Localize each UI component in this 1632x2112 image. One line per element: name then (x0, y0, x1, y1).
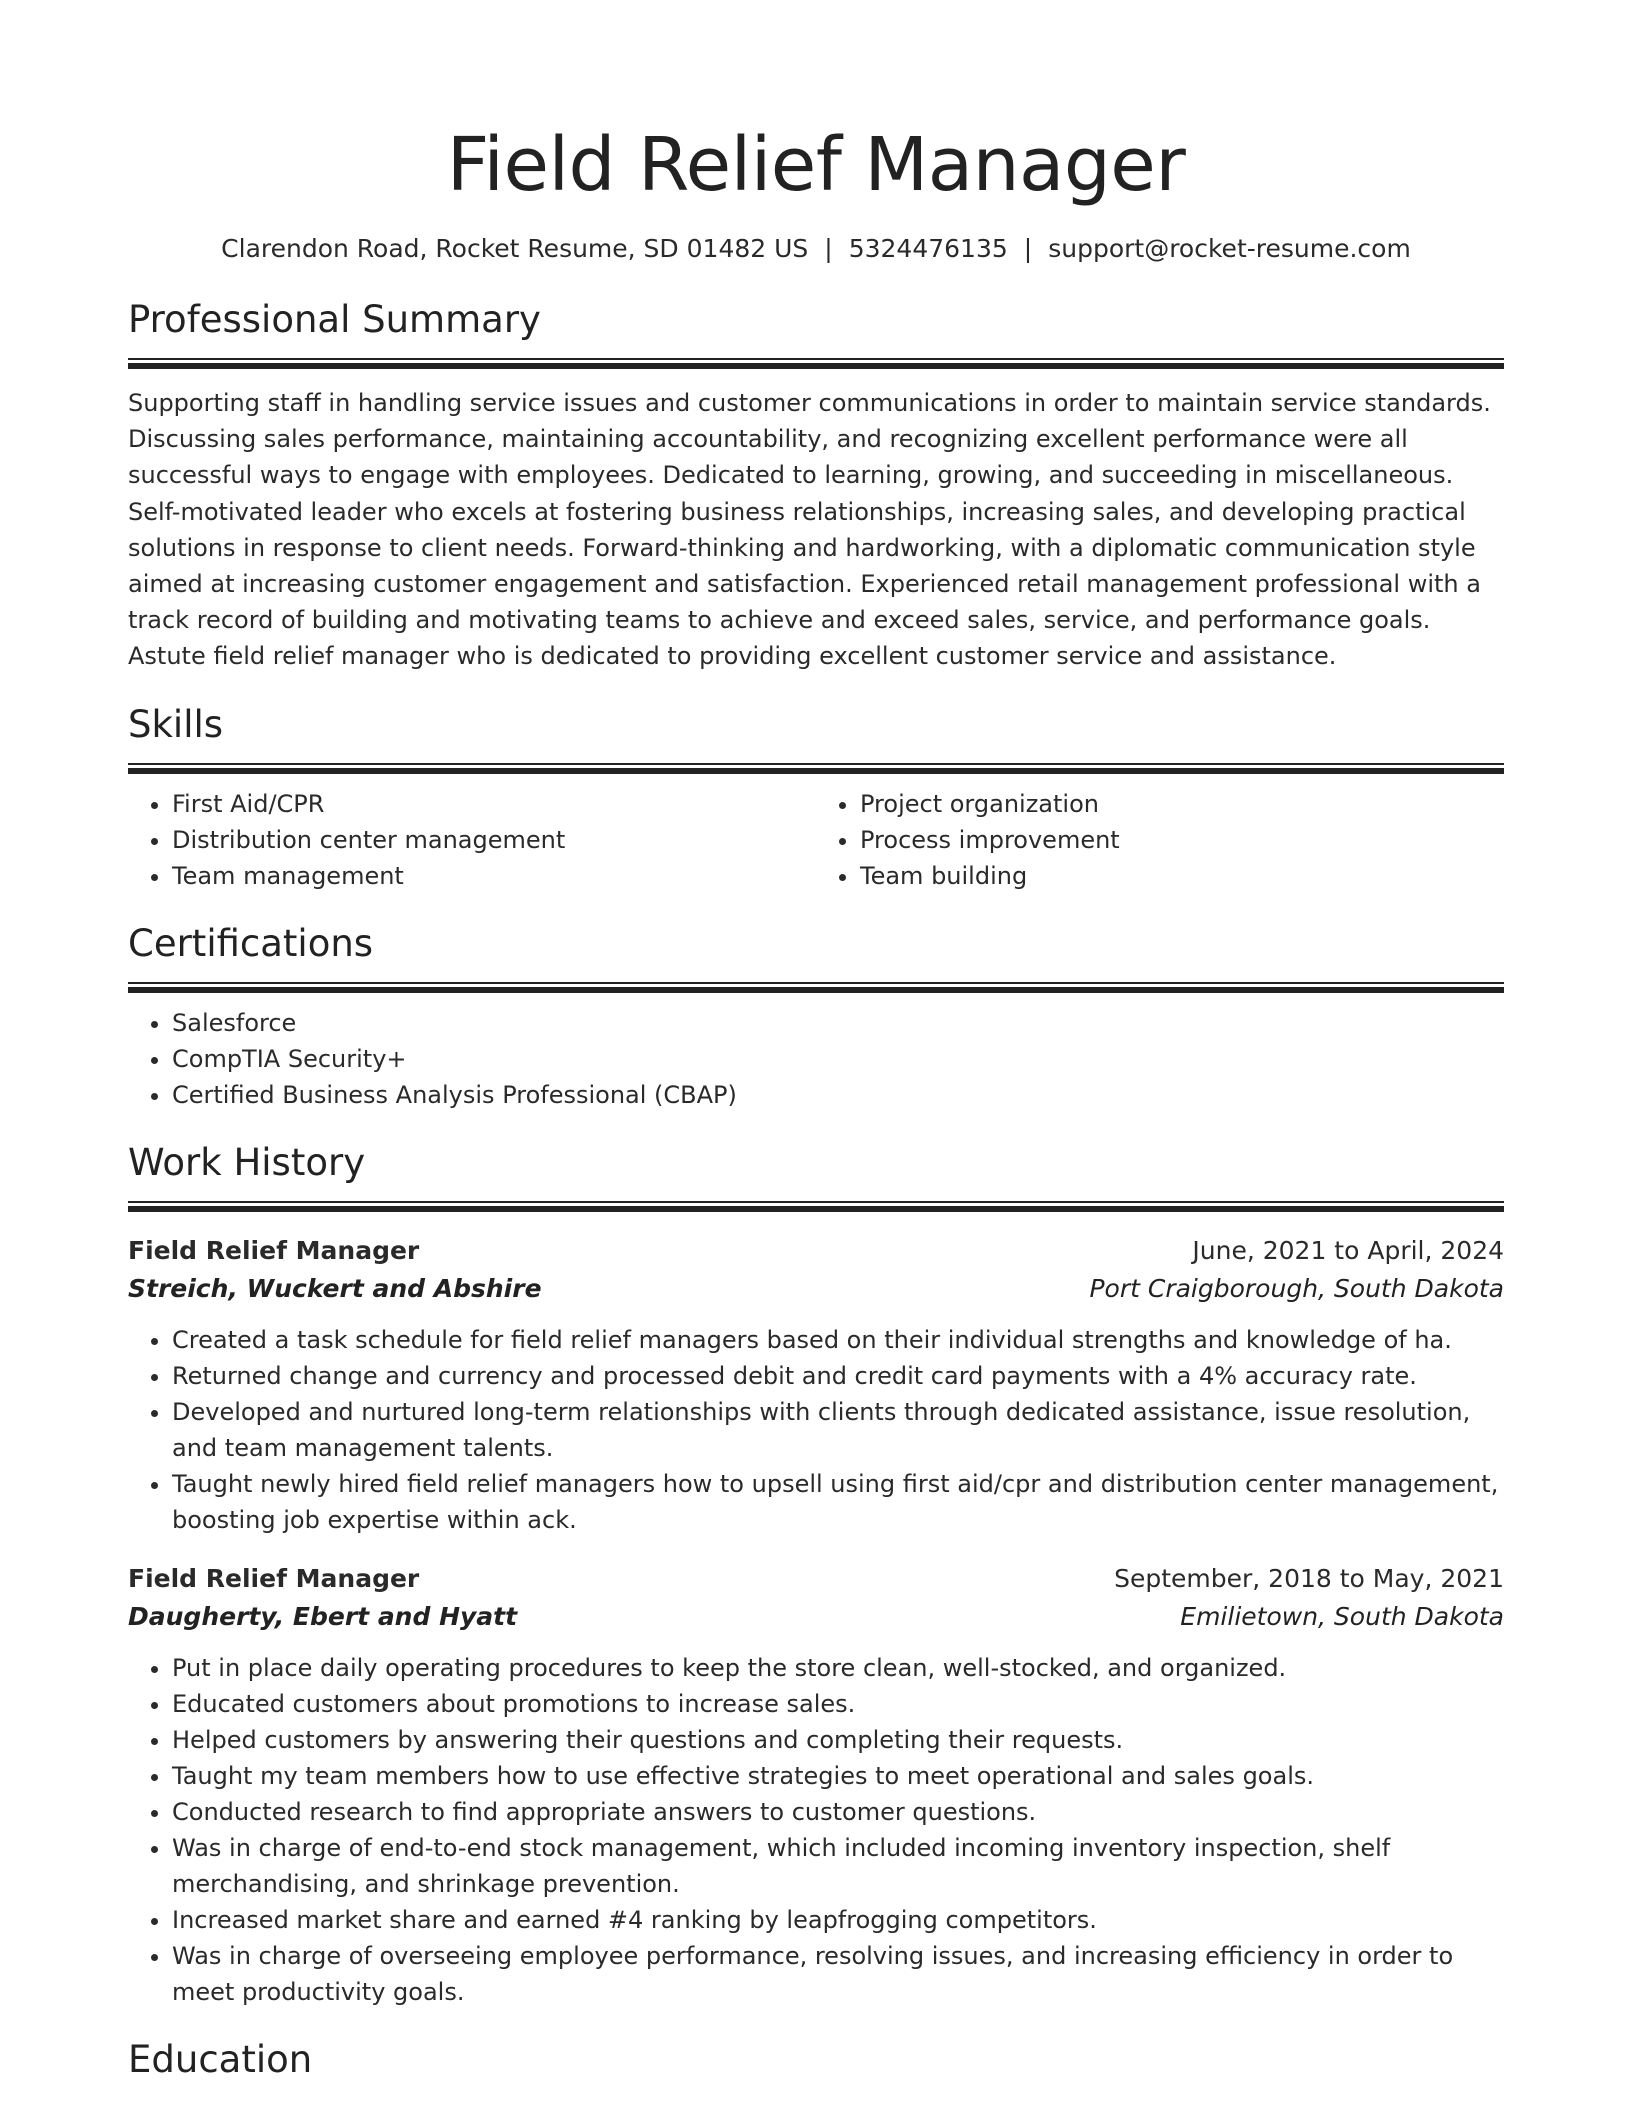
job-duty: • Taught my team members how to use effective strategies to meet operational and sales goals. (172, 1758, 1504, 1794)
skill-item: • Team management (172, 858, 816, 894)
job-employer-row (128, 1598, 1504, 1636)
job-dates: September, 2018 to May, 2021 (1114, 1563, 1504, 1593)
resume-name: Field Relief Manager (446, 122, 1186, 208)
summary-section (128, 296, 1504, 675)
job-duty: • Was in charge of overseeing employee performance, resolving issues, and increasing efficiency in order to meet productivity goals. (172, 1938, 1504, 2010)
section-heading-skills: Skills (128, 702, 224, 746)
job-title: Field Relief Manager (128, 1235, 420, 1265)
education-section (128, 2036, 1504, 2084)
section-divider (128, 1201, 1504, 1212)
section-divider (128, 358, 1504, 369)
certification-item: • Salesforce (172, 1005, 1504, 1041)
section-heading-summary: Professional Summary (128, 298, 541, 341)
job-company: Streich, Wuckert and Abshire (128, 1273, 542, 1303)
contact-email: support@rocket-resume.com (1048, 234, 1411, 263)
section-heading-work-history: Work History (128, 1140, 366, 1184)
summary-text: Supporting staff in handling service issues and customer communications in order to maintain service standards. Discussing sales performance, maintaining accountability, and recognizing excellent performance were all successful ways to engage with employees. Dedicated to learning, growing, and succeeding in miscellaneous. Self-motivated leader who excels at fostering business relationships, increasing sales, and developing practical solutions in response to client needs. Forward-thinking and hardworking, with a diplomatic communication style aimed at increasing customer engagement and satisfaction. Experienced retail management professional with a track record of building and motivating teams to achieve and exceed sales, service, and performance goals. Astute field relief manager who is dedicated to providing excellent customer service and assistance. (128, 389, 1491, 671)
job-duty: • Taught newly hired field relief managers how to upsell using first aid/cpr and distribution center management, boosting job expertise within ack. (172, 1466, 1504, 1538)
job-dates: June, 2021 to April, 2024 (1192, 1235, 1504, 1265)
job-duty: • Returned change and currency and processed debit and credit card payments with a 4% accuracy rate. (172, 1358, 1504, 1394)
skill-item: • First Aid/CPR (172, 786, 816, 822)
section-divider (128, 982, 1504, 993)
contact-separator: | (1023, 234, 1033, 263)
contact-phone: 5324476135 (848, 234, 1008, 263)
job-entry (128, 1560, 1504, 2010)
job-header-row (128, 1560, 1504, 1598)
certifications-list (128, 1005, 1504, 1113)
job-duty: • Educated customers about promotions to increase sales. (172, 1686, 1504, 1722)
skill-item: • Process improvement (860, 822, 1504, 858)
job-duty: • Created a task schedule for field relief managers based on their individual strengths and knowledge of ha. (172, 1322, 1504, 1358)
job-header-row (128, 1232, 1504, 1270)
skills-section (128, 701, 1504, 894)
job-duty: • Helped customers by answering their questions and completing their requests. (172, 1722, 1504, 1758)
skill-item: • Distribution center management (172, 822, 816, 858)
job-duty: • Increased market share and earned #4 ranking by leapfrogging competitors. (172, 1902, 1504, 1938)
job-duty: • Conducted research to find appropriate answers to customer questions. (172, 1794, 1504, 1830)
certification-item: • Certified Business Analysis Professional (CBAP) (172, 1077, 1504, 1113)
skill-item: • Project organization (860, 786, 1504, 822)
skills-list-left (128, 786, 816, 894)
job-title: Field Relief Manager (128, 1563, 420, 1593)
section-heading-certifications: Certifications (128, 921, 374, 965)
job-duty: • Was in charge of end-to-end stock management, which included incoming inventory inspection, shelf merchandising, and shrinkage prevention. (172, 1830, 1504, 1902)
job-location: Emilietown, South Dakota (1180, 1601, 1504, 1631)
job-entry (128, 1232, 1504, 1538)
contact-separator: | (824, 234, 833, 263)
contact-address: Clarendon Road, Rocket Resume, SD 01482 US (221, 234, 809, 263)
certifications-section (128, 920, 1504, 1113)
contact-line (128, 232, 1504, 266)
section-heading-education: Education (128, 2037, 313, 2081)
job-company: Daugherty, Ebert and Hyatt (128, 1601, 518, 1631)
job-employer-row (128, 1270, 1504, 1308)
section-divider (128, 763, 1504, 774)
job-location: Port Craigborough, South Dakota (1089, 1273, 1504, 1303)
skills-list-right (816, 786, 1504, 894)
job-duties-list (128, 1322, 1504, 1538)
certification-item: • CompTIA Security+ (172, 1041, 1504, 1077)
skill-item: • Team building (860, 858, 1504, 894)
skills-columns (128, 774, 1504, 894)
work-history-section (128, 1139, 1504, 2010)
job-duties-list (128, 1650, 1504, 2010)
job-duty: • Put in place daily operating procedures to keep the store clean, well-stocked, and organized. (172, 1650, 1504, 1686)
job-duty: • Developed and nurtured long-term relationships with clients through dedicated assistance, issue resolution, and team management talents. (172, 1394, 1504, 1466)
